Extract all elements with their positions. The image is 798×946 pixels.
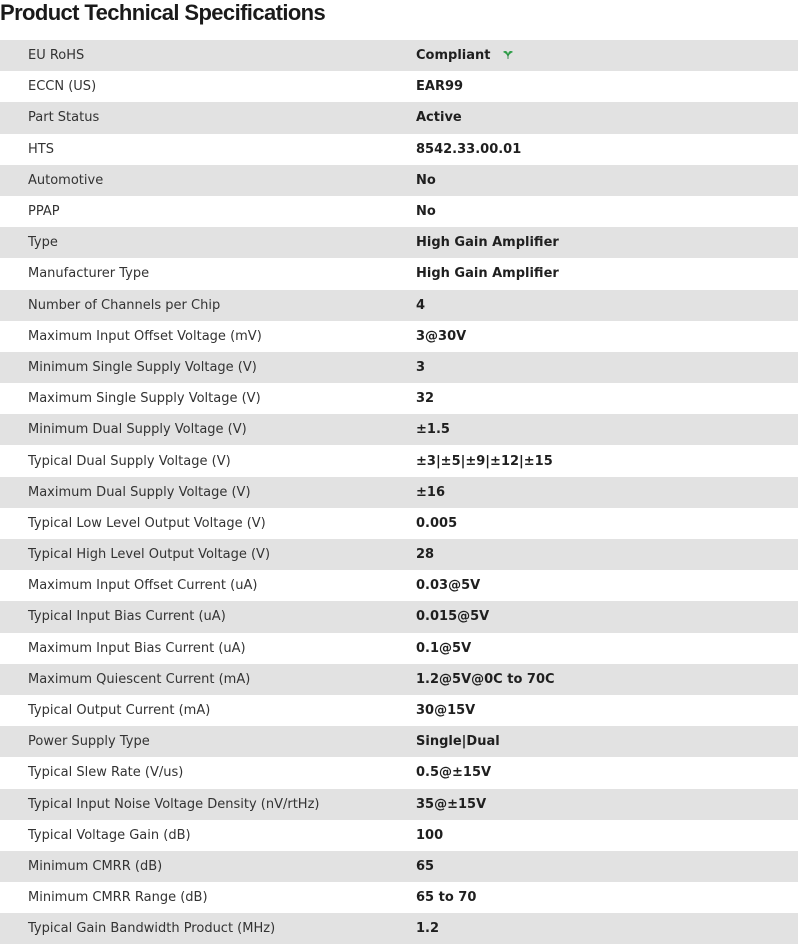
spec-label: Typical Low Level Output Voltage (V) xyxy=(28,515,266,531)
spec-label: Minimum CMRR Range (dB) xyxy=(28,890,208,906)
table-row xyxy=(0,414,798,445)
spec-label: ECCN (US) xyxy=(28,79,97,95)
spec-value: 8542.33.00.01 xyxy=(416,141,522,157)
spec-label: Manufacturer Type xyxy=(28,266,150,282)
spec-label: HTS xyxy=(28,141,54,157)
table-row xyxy=(0,102,798,133)
table-row xyxy=(0,539,798,570)
spec-value: 1.2 xyxy=(416,921,440,937)
table-row xyxy=(0,258,798,289)
page-title: Product Technical Specifications xyxy=(0,0,326,25)
table-row xyxy=(0,851,798,882)
table-row xyxy=(0,570,798,601)
spec-value: ±1.5 xyxy=(416,422,450,438)
spec-label: Typical Slew Rate (V/us) xyxy=(28,765,184,781)
spec-value: 65 to 70 xyxy=(416,890,477,906)
spec-value: No xyxy=(416,204,436,220)
table-row xyxy=(0,695,798,726)
spec-label: Typical Gain Bandwidth Product (MHz) xyxy=(28,921,276,937)
leaf-icon xyxy=(501,48,515,60)
spec-value: 0.005 xyxy=(416,515,458,531)
spec-value: 28 xyxy=(416,547,435,563)
spec-label: Maximum Dual Supply Voltage (V) xyxy=(28,484,251,500)
spec-label: Part Status xyxy=(28,110,100,126)
spec-value: 35@±15V xyxy=(416,796,487,812)
table-row xyxy=(0,352,798,383)
spec-label: EU RoHS xyxy=(28,48,85,64)
spec-value: High Gain Amplifier xyxy=(416,235,559,251)
spec-label: Maximum Quiescent Current (mA) xyxy=(28,671,251,687)
spec-value: 1.2@5V@0C to 70C xyxy=(416,671,555,687)
table-row xyxy=(0,40,798,71)
spec-label: Typical Input Bias Current (uA) xyxy=(28,609,226,625)
table-row xyxy=(0,882,798,913)
spec-value: 0.015@5V xyxy=(416,609,490,625)
table-row xyxy=(0,290,798,321)
spec-value: 100 xyxy=(416,827,444,843)
spec-label: Typical Voltage Gain (dB) xyxy=(28,827,191,843)
spec-label: Minimum CMRR (dB) xyxy=(28,858,163,874)
spec-value-text: Compliant xyxy=(416,48,491,64)
spec-label: Maximum Input Offset Voltage (mV) xyxy=(28,328,262,344)
table-row xyxy=(0,633,798,664)
spec-label: Typical Dual Supply Voltage (V) xyxy=(28,453,231,469)
table-row xyxy=(0,820,798,851)
spec-value: 3@30V xyxy=(416,328,467,344)
spec-label: Maximum Single Supply Voltage (V) xyxy=(28,391,261,407)
spec-label: PPAP xyxy=(28,204,60,220)
spec-label: Typical Output Current (mA) xyxy=(28,703,211,719)
spec-value: 65 xyxy=(416,858,435,874)
table-row xyxy=(0,477,798,508)
spec-value: Single|Dual xyxy=(416,734,500,750)
table-row xyxy=(0,227,798,258)
spec-value xyxy=(416,40,798,71)
spec-value: 0.03@5V xyxy=(416,578,481,594)
table-row xyxy=(0,508,798,539)
spec-table xyxy=(0,40,798,944)
spec-label: Typical High Level Output Voltage (V) xyxy=(28,547,271,563)
table-row xyxy=(0,726,798,757)
spec-value: 4 xyxy=(416,297,426,313)
spec-label: Type xyxy=(28,235,58,251)
spec-value: 0.5@±15V xyxy=(416,765,492,781)
spec-label: Number of Channels per Chip xyxy=(28,297,221,313)
table-row xyxy=(0,445,798,476)
spec-label: Maximum Input Offset Current (uA) xyxy=(28,578,258,594)
table-row xyxy=(0,165,798,196)
spec-value: EAR99 xyxy=(416,79,464,95)
spec-value: High Gain Amplifier xyxy=(416,266,559,282)
spec-value: ±3|±5|±9|±12|±15 xyxy=(416,453,553,469)
table-row xyxy=(0,134,798,165)
spec-value: No xyxy=(416,172,436,188)
table-row xyxy=(0,664,798,695)
table-row xyxy=(0,71,798,102)
spec-value: 30@15V xyxy=(416,703,476,719)
spec-value: 3 xyxy=(416,359,426,375)
spec-label: Automotive xyxy=(28,172,104,188)
table-row xyxy=(0,321,798,352)
spec-value: ±16 xyxy=(416,484,445,500)
table-row xyxy=(0,383,798,414)
spec-value: 0.1@5V xyxy=(416,640,472,656)
table-row xyxy=(0,601,798,632)
table-row xyxy=(0,913,798,944)
spec-label: Minimum Single Supply Voltage (V) xyxy=(28,359,257,375)
spec-label: Typical Input Noise Voltage Density (nV/rtHz) xyxy=(28,796,320,812)
spec-value: 32 xyxy=(416,391,435,407)
spec-value: Active xyxy=(416,110,462,126)
table-row xyxy=(0,757,798,788)
table-row xyxy=(0,196,798,227)
spec-label: Maximum Input Bias Current (uA) xyxy=(28,640,246,656)
spec-label: Minimum Dual Supply Voltage (V) xyxy=(28,422,247,438)
table-row xyxy=(0,789,798,820)
spec-label: Power Supply Type xyxy=(28,734,150,750)
